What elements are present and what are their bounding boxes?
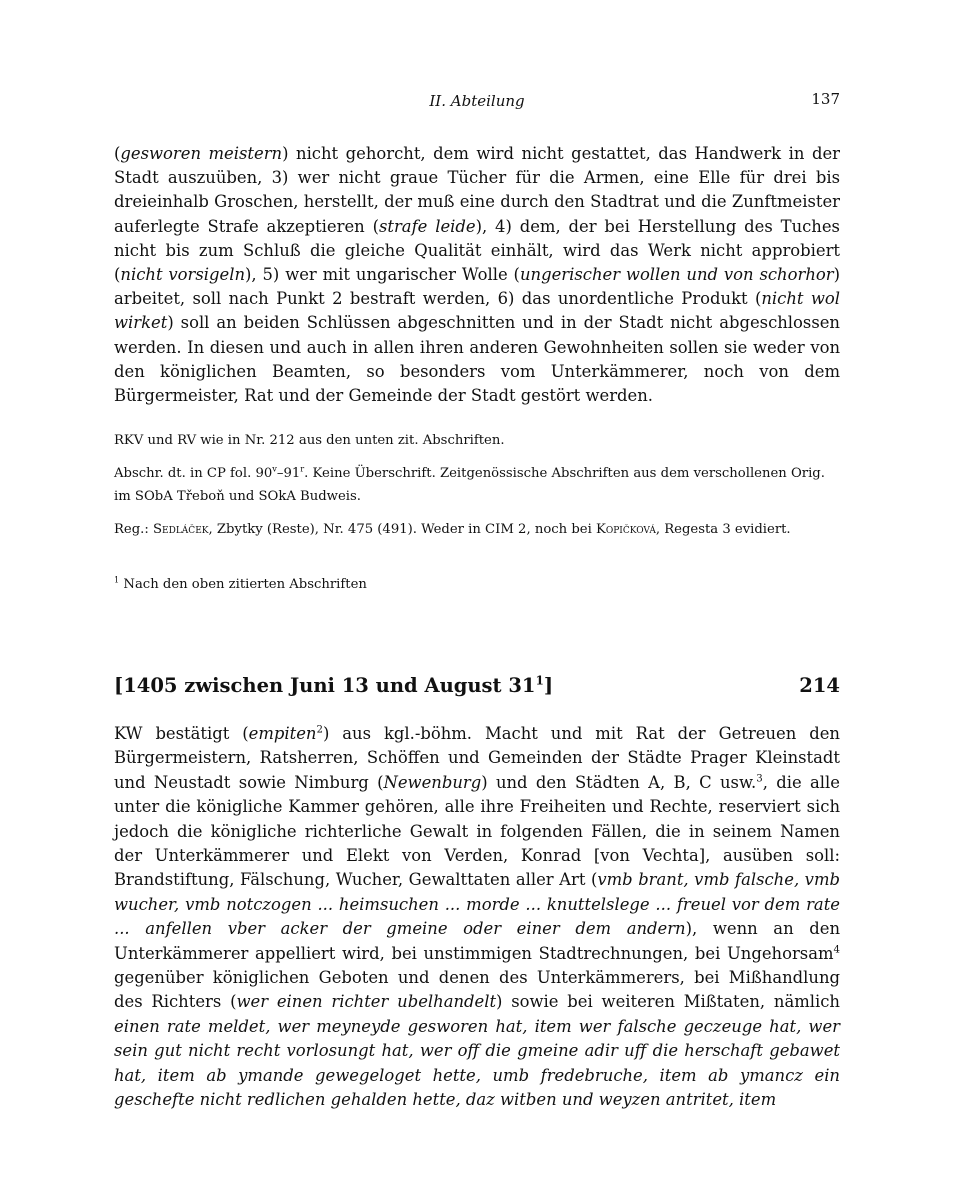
footnote-ref: 4 [833, 944, 840, 956]
quoted-term: empiten [248, 724, 317, 743]
footnote-text: Nach den oben zitierten Abschriften [123, 577, 367, 592]
footnote-ref: 2 [316, 724, 323, 736]
text-run: gegenüber königlichen Geboten und denen des Unterkämmerers, bei Mißhandlung des Richters ( [114, 968, 840, 1012]
quoted-term: ungerischer wollen und von schorhor [519, 265, 834, 285]
footnote [114, 574, 840, 592]
text-run: . Keine Überschrift. Zeitgenössische Abschriften aus dem verschollenen Orig. im SObA Třeboň und SOkA Budweis. [114, 466, 825, 504]
text-run: ) soll an beiden Schlüssen abgeschnitten und in der Stadt nicht abgeschlossen werden. In diesen und auch in allen ihren anderen Gewohnheiten sollen sie weder von den königlichen Beamten, so besonders vom Unterkämmerer, noch von dem Bürgermeister, Rat und der Gemeinde der Stadt gestört werden. [114, 313, 840, 406]
quoted-term: Newenburg [383, 772, 482, 792]
text-run: Reg.: [114, 522, 154, 537]
text-run: –91 [276, 466, 301, 481]
document-number: 214 [799, 674, 840, 697]
abschrift-note [114, 462, 840, 508]
footnote-mark: 1 [114, 574, 120, 585]
text-run: , die alle unter die königliche Kammer gehören, alle ihre Freiheiten und Rechte, reserviert sich jedoch die königliche richterliche Gewalt in folgenden Fällen, die in seinem Namen der Unterkämmerer und Elekt von Verden, Konrad [von Vechta], ausüben soll: Brandstiftung, Fälschung, Wucher, Gewalttaten aller Art ( [114, 772, 840, 890]
continuation-text [114, 142, 840, 408]
section-title: II. Abteilung [429, 92, 525, 110]
text-run: ), 4) dem, der bei Herstellung des Tuches nicht bis zum Schluß die gleiche Qualität einhält, wird das Werk nicht approbiert ( [114, 216, 840, 285]
regest-note [114, 518, 840, 541]
quoted-term: gesworen meistern [120, 144, 283, 163]
text-run: ) nicht gehorcht, dem wird nicht gestattet, das Handwerk in der Stadt auszuüben, 3) wer nicht graue Tücher für die Armen, eine Elle für drei bis dreieinhalb Groschen, herstellt, der muß eine durch den Stadtrat und die Zunftmeister auferlegte Strafe akzeptieren ( [114, 144, 840, 236]
quoted-term: einen rate meldet, wer meyneyde gesworen hat, item wer falsche geczeuge hat, wer sein gut nicht recht vorlosungt hat, wer off die gmeine adir uff die herschaft gebawet hat, item ab ymande gewegeloget hette, umb fredebruche, item ab ymancz ein geschefte nicht redlichen gehalden hette, daz witben und weyzen antritet, item [114, 1016, 840, 1110]
continuation-paragraph [114, 142, 840, 408]
text-run: ), 5) wer mit ungarischer Wolle ( [245, 265, 520, 285]
text-run: ) aus kgl.-böhm. Macht und mit Rat der Getreuen den Bürgermeistern, Ratsherren, Schöffen und Gemeinden der Städte Prager Kleinstadt und Neustadt sowie Nimburg ( [114, 724, 840, 792]
text-run: KW bestätigt ( [114, 724, 249, 743]
text-run: ), wenn an den Unterkämmerer appelliert wird, bei unstimmigen Stadtrechnungen, bei Ungehorsam [114, 919, 840, 963]
quoted-term: nicht wol wirket [114, 289, 840, 333]
regest-text [114, 722, 840, 1113]
text-run: , Zbytky (Reste), Nr. 475 (491). Weder in CIM 2, noch bei [208, 522, 596, 537]
footnote-ref: 3 [756, 773, 763, 785]
text-run: , Regesta 3 evidiert. [655, 522, 791, 537]
superscript: v [272, 463, 277, 474]
text-run: ( [114, 144, 121, 163]
document-date-title [114, 674, 553, 697]
rkv-note: RKV und RV wie in Nr. 212 aus den unten zit. Abschriften. [114, 433, 505, 448]
author-name: Kopičková [596, 522, 656, 537]
quoted-term: vmb brant, vmb falsche, vmb wucher, vmb notczogen ... heimsuchen ... morde ... knuttelslege ... freuel vor dem rate ... anfellen vber acker der gmeine oder einer dem andern [114, 870, 840, 939]
quoted-term: strafe leide [378, 216, 476, 236]
text-run: [1405 zwischen Juni 13 und August 31 [114, 674, 536, 697]
document-regest [114, 722, 840, 1113]
page-number: 137 [811, 90, 840, 108]
quoted-term: nicht vorsigeln [120, 265, 246, 285]
editorial-notes [114, 429, 840, 551]
superscript: 1 [535, 673, 544, 688]
text-run: Abschr. dt. in CP fol. 90 [114, 466, 273, 481]
text-run: ] [543, 674, 554, 697]
quoted-term: wer einen richter ubelhandelt [236, 992, 497, 1012]
text-run: ) sowie bei weiteren Mißtaten, nämlich [496, 992, 840, 1012]
superscript: r [300, 463, 305, 474]
text-run: ) und den Städten A, B, C usw. [481, 772, 757, 792]
text-run: ) arbeitet, soll nach Punkt 2 bestraft werden, 6) das unordentliche Produkt ( [114, 265, 840, 309]
author-name: Sedláček [153, 522, 209, 537]
